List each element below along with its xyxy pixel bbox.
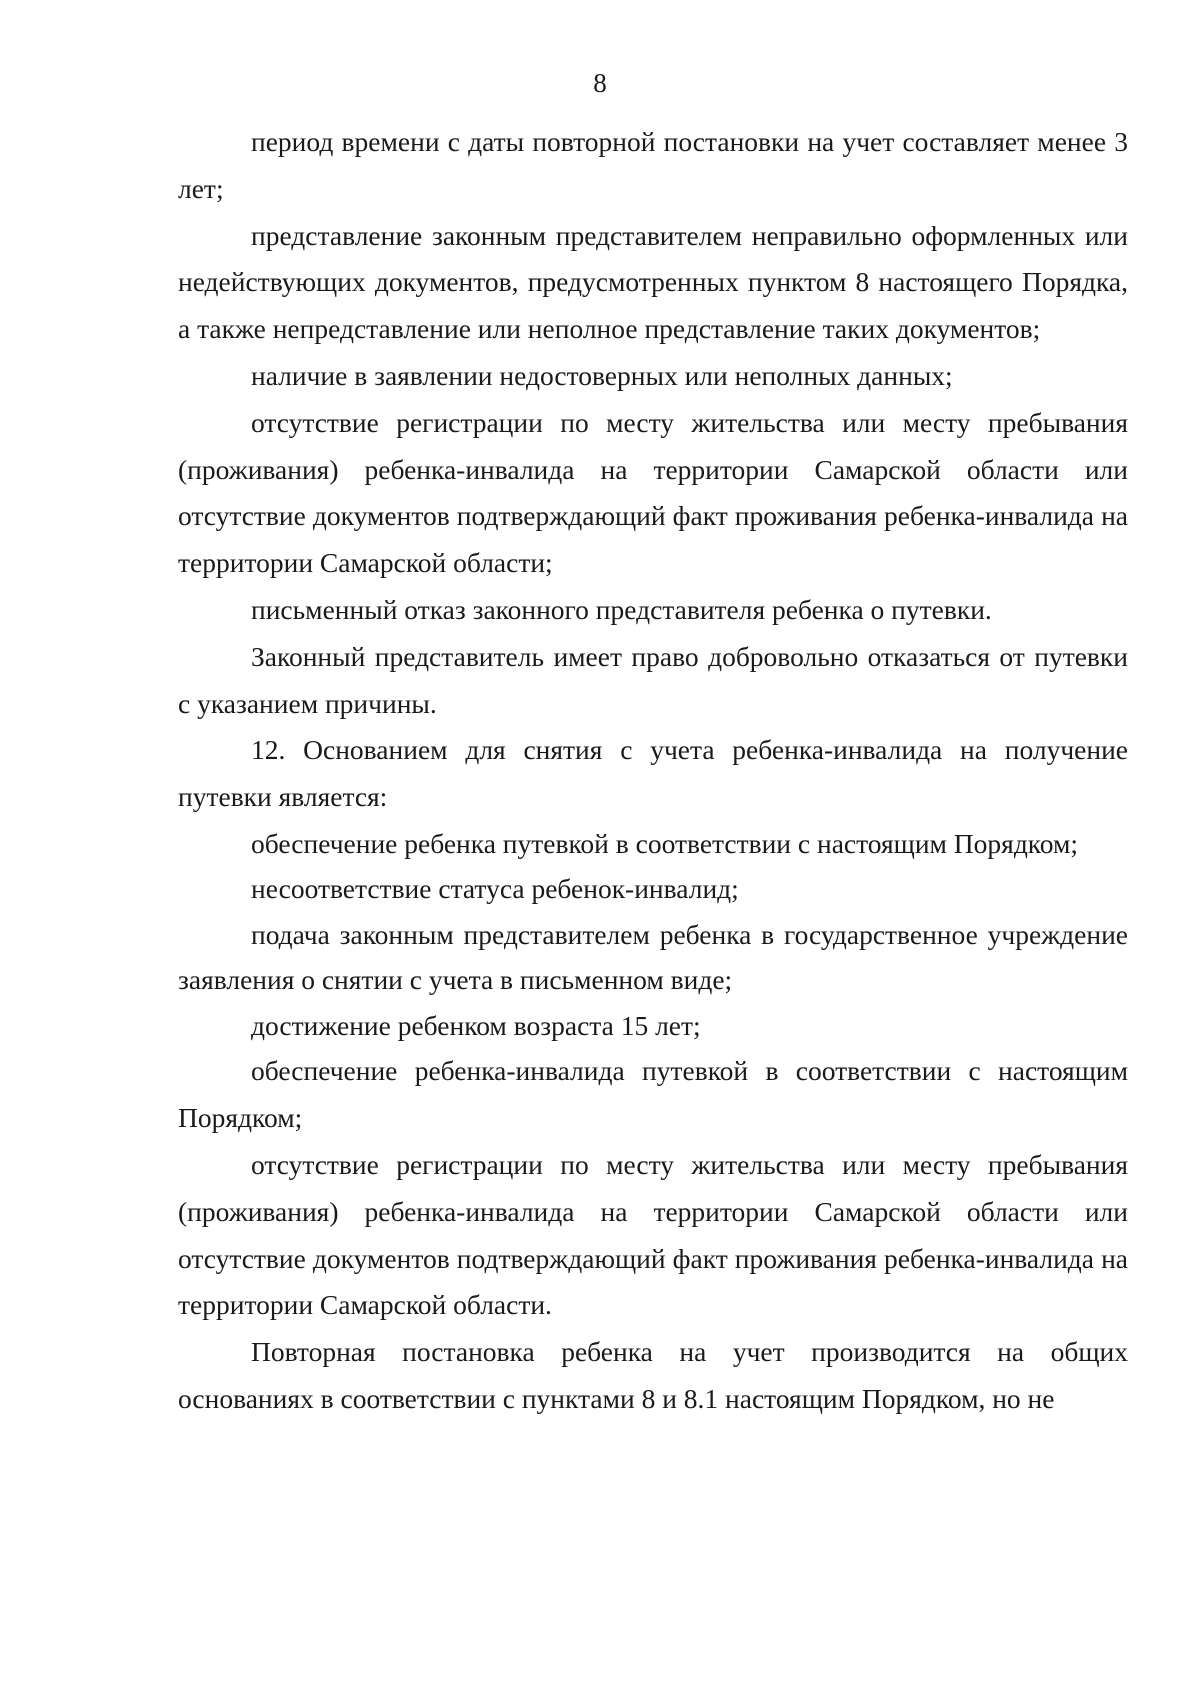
paragraph-3: наличие в заявлении недостоверных или неполных данных; [251, 359, 953, 391]
page-number: 8 [593, 68, 607, 98]
paragraph-7-section-12: 12. Основанием для снятия с учета ребенка-инвалида на получение путевки является: [178, 734, 1128, 813]
paragraph-11: достижение ребенком возраста 15 лет; [251, 1009, 701, 1041]
paragraph-6: Законный представитель имеет право добровольно отказаться от путевки с указанием причины. [178, 640, 1128, 719]
paragraph-1: период времени с даты повторной постановки на учет составляет менее 3 лет; [178, 126, 1128, 204]
paragraph-10: подача законным представителем ребенка в государственное учреждение заявления о снятии с учета в письменном виде; [178, 918, 1128, 996]
paragraph-14: Повторная постановка ребенка на учет производится на общих основаниях в соответствии с пунктами 8 и 8.1 настоящим Порядком, но не [178, 1336, 1128, 1415]
paragraph-12: обеспечение ребенка-инвалида путевкой в соответствии с настоящим Порядком; [178, 1055, 1128, 1134]
document-body [178, 119, 1128, 1423]
paragraph-5: письменный отказ законного представителя ребенка о путевки. [251, 593, 992, 625]
paragraph-4: отсутствие регистрации по месту жительства или месту пребывания (проживания) ребенка-инвалида на территории Самарской области или отсутствие документов подтверждающий факт проживания ребенка-инвалида на территории Самарской области; [178, 406, 1128, 579]
paragraph-9: несоответствие статуса ребенок-инвалид; [251, 873, 739, 905]
paragraph-13: отсутствие регистрации по месту жительства или месту пребывания (проживания) ребенка-инвалида на территории Самарской области или отсутствие документов подтверждающий факт проживания ребенка-инвалида на территории Самарской области. [178, 1149, 1128, 1321]
paragraph-8: обеспечение ребенка путевкой в соответствии с настоящим Порядком; [251, 827, 1079, 859]
paragraph-2: представление законным представителем неправильно оформленных или недействующих документов, предусмотренных пунктом 8 настоящего Порядка, а также непредставление или неполное представление таких документов; [178, 219, 1128, 345]
